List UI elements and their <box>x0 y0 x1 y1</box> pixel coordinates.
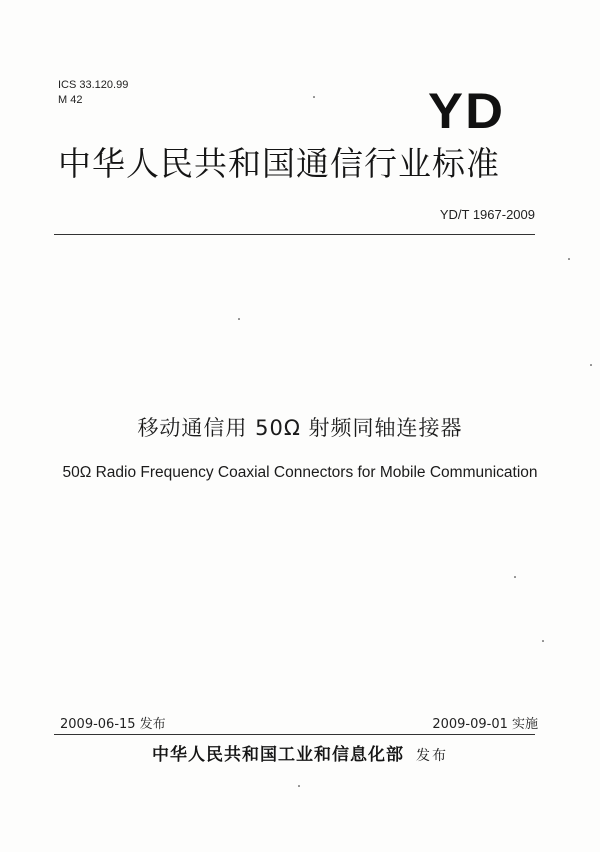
category-code: M 42 <box>58 94 83 106</box>
scan-speck <box>514 576 516 578</box>
standard-title: 中华人民共和国通信行业标准 <box>58 144 500 183</box>
yd-logo: YD <box>428 83 506 139</box>
scan-speck <box>238 318 240 320</box>
implementation-date: 2009-09-01 实施 <box>432 717 538 732</box>
scan-speck <box>568 258 570 260</box>
publisher-release: 发布 <box>416 748 448 764</box>
scan-speck <box>542 640 544 642</box>
classification-block <box>58 78 128 108</box>
standard-code: YD/T 1967-2009 <box>439 207 535 222</box>
publisher-name: 中华人民共和国工业和信息化部 <box>152 745 404 765</box>
document-title-en: 50Ω Radio Frequency Coaxial Connectors for Mobile Communication <box>62 464 538 481</box>
issue-date: 2009-06-15 发布 <box>60 717 166 732</box>
scan-speck <box>298 785 300 787</box>
scan-speck <box>590 364 592 366</box>
bottom-divider <box>54 734 535 735</box>
publisher-line <box>0 742 600 769</box>
top-divider <box>54 234 535 235</box>
scan-speck <box>313 96 315 98</box>
document-title-cn: 移动通信用 50Ω 射频同轴连接器 <box>137 416 463 440</box>
ics-code: ICS 33.120.99 <box>58 79 129 91</box>
